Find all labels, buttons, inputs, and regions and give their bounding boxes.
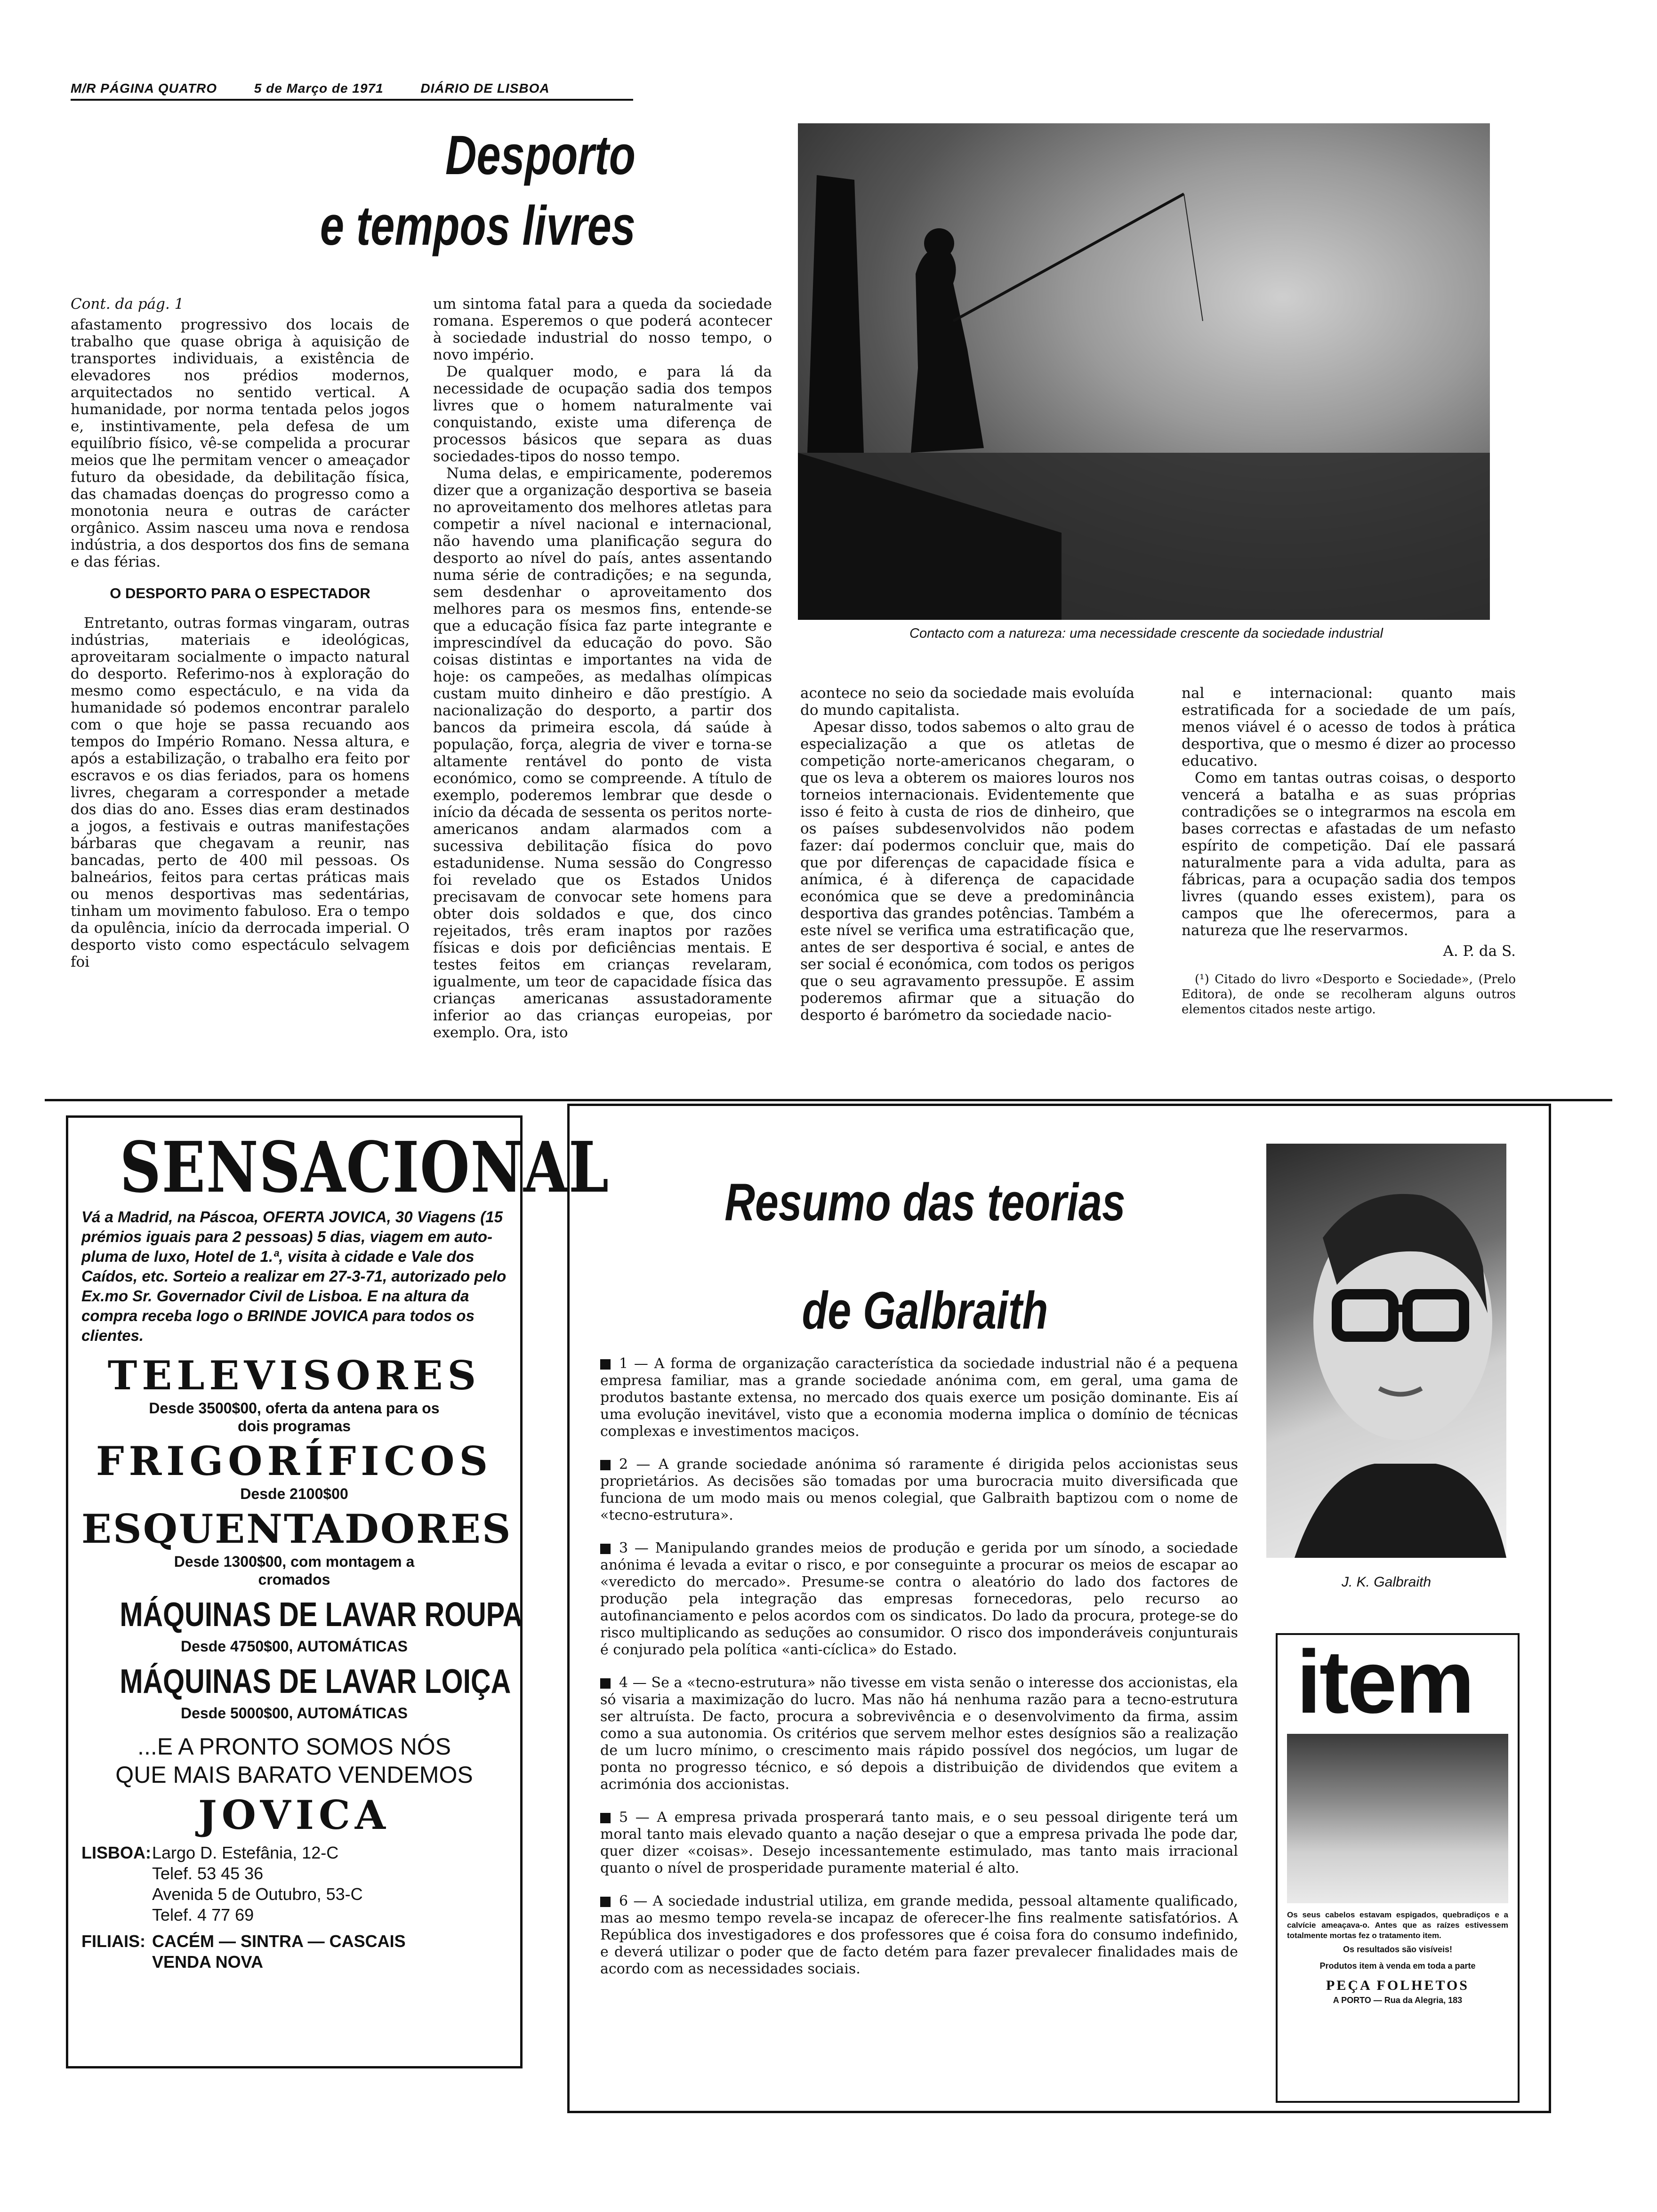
ad-intro: Vá a Madrid, na Páscoa, OFERTA JOVICA, 30 Viagens (15 prémios iguais para 2 pessoas) 5 dias, viagem em auto-pluma de luxo, Hotel de 1.ª, visita à cidade e Vale dos Caídos, etc. Sorteio a realizar em 27-3-71, autorizado pelo Ex.mo Sr. Governador Civil de Lisboa. E na altura da compra receba logo o BRINDE JOVICA para todos os clientes. xyxy=(81,1208,507,1344)
article1-footnote: (¹) Citado do livro «Desporto e Sociedade», (Prelo Editora), de onde se recolheram alguns outros elementos citados neste artigo. xyxy=(1182,972,1516,1017)
article2-point-3-text: 3 — Manipulando grandes meios de produção e gerida por um sínodo, a sociedade anónima é levada a evitar o risco, e por conseguinte a procurar os meios de escapar ao «veredicto do mercado». Presume-se contra o aleatório do lado dos factores de produção pela integração das empresas fornecedoras, pelo recurso ao autofinanciamento e pelos acordos com os sindicatos. Do lado da procura, protege-se do risco multiplicando as seduções ao consumidor. O risco dos imponderáveis conjunturais é conjurado pela política «anti-cíclica» do Estado. xyxy=(600,1540,1238,1658)
galbraith-portrait xyxy=(1266,1144,1506,1558)
page-header xyxy=(71,81,583,96)
ad-product-1: TELEVISORES xyxy=(107,1352,481,1399)
article1-column-1 xyxy=(71,296,410,970)
article1-col2-p1: um sintoma fatal para a queda da sociedade romana. Esperemos o que poderá acontecer à sociedade industrial do nosso tempo, o novo império. xyxy=(433,296,772,363)
fishing-photo xyxy=(798,123,1490,620)
header-section: M/R PÁGINA QUATRO xyxy=(71,81,217,96)
ad-slogan-1: ...E A PRONTO SOMOS NÓS xyxy=(137,1733,451,1760)
item-ad-address: A PORTO — Rua da Alegria, 183 xyxy=(1333,1996,1463,2005)
article2-point-2-text: 2 — A grande sociedade anónima só raramente é dirigida pelos accionistas seus proprietários. As decisões são tomadas por uma burocracia muito diversificada que funciona de um modo mais ou menos colegial, que Galbraith baptizou com o nome de «tecno-estrutura». xyxy=(600,1456,1238,1523)
article1-col4-p1: nal e internacional: quanto mais estratificada for a sociedade de um país, menos viável é o acesso de todos à prática desportiva, que o mesmo é dizer ao processo educativo. xyxy=(1182,685,1516,769)
article1-col3-p1: acontece no seio da sociedade mais evoluída do mundo capitalista. xyxy=(800,685,1134,719)
article1-col1-p2: Entretanto, outras formas vingaram, outras indústrias, materiais e ideológicas, aproveitaram socialmente o impacto natural do desporto. Referimo-nos à exploração do mesmo como espectáculo, e na vida da humanidade só podemos encontrar paralelo com o que hoje se passa recuando aos tempos do Império Romano. Nessa altura, e após a estabilização, o trabalho era feito por escravos e os dias feriados, para os homens livres, chegaram a corresponder a metade dos dias do ano. Esses dias eram destinados a jogos, a festivais e outras manifestações bárbaras que chegavam a reunir, nas bancadas, perto de 400 mil pessoas. Os balneários, feitos para certas práticas mais ou menos desportivas mas sedentárias, tinham um movimento fabuloso. Era o tempo da opulência, início da derrocada imperial. O desporto visto como espectáculo selvagem foi xyxy=(71,615,410,970)
article1-column-3 xyxy=(800,685,1134,1024)
ad-product-5-detail: Desde 5000$00, AUTOMÁTICAS xyxy=(181,1705,408,1722)
article1-subhead: O DESPORTO PARA O ESPECTADOR xyxy=(110,585,370,601)
bullet-square-icon xyxy=(600,1544,611,1554)
article2-title-line2: de Galbraith xyxy=(802,1281,1048,1340)
ad-product-4: MÁQUINAS DE LAVAR ROUPA xyxy=(120,1596,523,1634)
item-ad-text-2: Os resultados são visíveis! xyxy=(1343,1945,1453,1954)
ad-filiais-2: VENDA NOVA xyxy=(152,1952,264,1972)
article1-signature: A. P. da S. xyxy=(1443,943,1516,960)
ad-lisboa-label: LISBOA: xyxy=(81,1843,151,1862)
article2-point-2 xyxy=(600,1456,1238,1524)
ad-headline: SENSACIONAL xyxy=(120,1126,610,1208)
ad-product-5: MÁQUINAS DE LAVAR LOIÇA xyxy=(120,1663,511,1700)
ad-filiais: CACÉM — SINTRA — CASCAIS xyxy=(152,1931,406,1951)
ad-product-4-detail: Desde 4750$00, AUTOMÁTICAS xyxy=(181,1638,408,1655)
article2-point-3 xyxy=(600,1540,1238,1659)
article2-point-5-text: 5 — A empresa privada prosperará tanto mais, e o seu pessoal dirigente terá um moral tanto mais elevado quanto a nação desejar o que a empresa privada lhe pode dar, quer dizer «coisas». Desejo incessantemente estimulado, mas tanto mais irracional quanto o nível de prosperidade puramente material é alto. xyxy=(600,1809,1238,1876)
item-ad-text-1: Os seus cabelos estavam espigados, quebradiços e a calvície ameaçava-o. Antes que as raízes estivessem totalmente mortas fez o tratamento item. xyxy=(1287,1910,1508,1940)
ad-address-1: Largo D. Estefânia, 12-C xyxy=(152,1843,339,1862)
article2-title xyxy=(708,1148,1142,1365)
article2-point-6 xyxy=(600,1893,1238,1978)
ad-product-2: FRIGORÍFICOS xyxy=(96,1438,493,1484)
ad-address-2: Avenida 5 de Outubro, 53-C xyxy=(152,1884,363,1904)
ad-product-2-detail: Desde 2100$00 xyxy=(240,1485,348,1502)
ad-filiais-label: FILIAIS: xyxy=(81,1931,145,1951)
bullet-square-icon xyxy=(600,1813,611,1823)
article2-point-4 xyxy=(600,1675,1238,1793)
article1-col1-p1: afastamento progressivo dos locais de trabalho que quase obriga à aquisição de transportes individuais, a existência de elevadores nos prédios modernos, arquitectados no sentido vertical. A humanidade, por norma tentada pelos jogos e, instintivamente, pela defesa de um equilíbrio físico, vê-se compelida a procurar meios que lhe permitam vencer o ameaçador futuro da obesidade, da debilitação física, das chamadas doenças do progresso como a monotonia neura e outras de carácter orgânico. Assim nasceu uma nova e rendosa indústria, a dos desportos dos fins de semana e das férias. xyxy=(71,316,410,570)
article2-points xyxy=(600,1355,1238,1994)
article1-col3-p2: Apesar disso, todos sabemos o alto grau de especialização a que os atletas de competição norte-americanos chegaram, o que os leva a obterem os maiores louros nos torneios internacionais. Evidentemente que isso é feito à custa de rios de dinheiro, que os países subdesenvolvidos não podem fazer: daí podermos concluir que, mais do que por diferenças de capacidade física e anímica, é à diferença de capacidade económica que se deve a predominância desportiva das grandes potências. Também a este nível se verifica uma estratificação que, antes de ser desportiva é social, e antes de ser social é económica, com todos os perigos que o seu agravamento pressupõe. E assim poderemos afirmar que a situação do desporto é barómetro da sociedade nacio- xyxy=(800,719,1134,1024)
article1-title-line1: Desporto xyxy=(445,124,635,186)
item-ad-text-3: Produtos item à venda em toda a parte xyxy=(1319,1961,1476,1971)
galbraith-portrait-image xyxy=(1266,1144,1506,1558)
header-paper: DIÁRIO DE LISBOA xyxy=(420,81,550,96)
article1-col2-p2: De qualquer modo, e para lá da necessidade de ocupação sadia dos tempos livres que o homem naturalmente vai conquistando, existe uma diferença de processos básicos que separa as duas sociedades-tipos do nosso tempo. xyxy=(433,363,772,465)
ad-slogan-2: QUE MAIS BARATO VENDEMOS xyxy=(115,1762,473,1788)
article1-cont: Cont. da pág. 1 xyxy=(71,296,184,313)
article1-column-4 xyxy=(1182,685,1516,1017)
article2-point-5 xyxy=(600,1809,1238,1877)
article1-title-line2: e tempos livres xyxy=(320,195,635,257)
bullet-square-icon xyxy=(600,1897,611,1907)
item-ad-cta: PEÇA FOLHETOS xyxy=(1326,1978,1469,1993)
header-date: 5 de Março de 1971 xyxy=(254,81,384,96)
article1-col2-p3: Numa delas, e empiricamente, poderemos dizer que a organização desportiva se baseia no aproveitamento dos melhores atletas para competir a nível nacional e internacional, não havendo uma planificação segura do desporto ao nível do país, antes assentando numa série de contradições; e na segunda, sem desdenhar o aproveitamento dos melhores para os mesmos fins, entende-se que a educação física faz parte integrante e imprescindível da educação do povo. São coisas distintas e importantes na vida de hoje: os campeões, as medalhas olímpicas custam muito dinheiro e dão prestígio. A nacionalização do desporto, a partir dos bancos da primeira escola, dá saúde à população, força, alegria de viver e torna-se altamente rentável do ponto de vista económico, como se compreende. A título de exemplo, poderemos lembrar que desde o início da década de sessenta os peritos norte-americanos andam alarmados com a sucessiva debilitação física do povo estadunidense. Numa sessão do Congresso foi revelado que os Estados Unidos precisavam de convocar sete homens para obter dois soldados e que, dos cinco rejeitados, três eram inaptos por razões físicas e dois por deficiências mentais. E testes feitos em crianças revelaram, igualmente, um teor de capacidade física das crianças americanas assustadoramente inferior ao das crianças europeias, por exemplo. Ora, isto xyxy=(433,465,772,1041)
ad-telephone-2: Telef. 4 77 69 xyxy=(152,1905,254,1924)
jovica-ad xyxy=(66,1115,610,2068)
bullet-square-icon xyxy=(600,1678,611,1689)
section-rule xyxy=(45,1099,1612,1101)
article2-point-1 xyxy=(600,1355,1238,1440)
item-ad xyxy=(1276,1633,1520,2103)
fishing-silhouette-image xyxy=(798,123,1490,620)
ad-brand: JOVICA xyxy=(198,1792,390,1838)
bullet-square-icon xyxy=(600,1359,611,1370)
ad-product-3: ESQUENTADORES xyxy=(81,1506,512,1552)
ad-product-3-detail: Desde 1300$00, com montagem a cromados xyxy=(174,1553,415,1588)
item-ad-photo xyxy=(1287,1734,1508,1903)
ad-telephone-1: Telef. 53 45 36 xyxy=(152,1864,264,1883)
portrait-caption: J. K. Galbraith xyxy=(1341,1574,1432,1590)
article1-column-2 xyxy=(433,296,772,1041)
bullet-square-icon xyxy=(600,1460,611,1470)
article2-point-1-text: 1 — A forma de organização característica da sociedade industrial não é a pequena empresa familiar, mas a grande sociedade anónima com, em geral, uma gama de produtos bastante extensa, no mercado dos quais exerce um posição dominante. Eis aí uma evolução inevitável, visto que a economia moderna implica o domínio de técnicas complexas e investimentos maciços. xyxy=(600,1355,1238,1440)
item-brand: item xyxy=(1296,1632,1473,1732)
photo-caption: Contacto com a natureza: uma necessidade crescente da sociedade industrial xyxy=(909,626,1383,641)
article1-col4-p2: Como em tantas outras coisas, o desporto vencerá a batalha e as suas próprias contradições se o integrarmos na escola em bases correctas e afastadas de um nefasto espírito de competição. Daí ele passará naturalmente para a vida adulta, para as fábricas, para a ocupação sadia dos tempos livres (quando esses existem), para os campos que lhe oferecermos, para a natureza que lhe reservarmos. xyxy=(1182,769,1516,939)
article2-title-line1: Resumo das teorias xyxy=(724,1173,1126,1232)
article1-title xyxy=(287,120,635,261)
article2-point-4-text: 4 — Se a «tecno-estrutura» não tivesse em vista senão o interesse dos accionistas, ela só visaria a maximização do lucro. Mas não há nenhuma razão para a tecno-estrutura ser altruísta. De facto, procura a sobrevivência e o desenvolvimento da firma, assim como a sua autonomia. Os critérios que servem melhor estes desígnios são a realização de um lucro mínimo, o crescimento mais rápido possível dos negócios, um lugar de ponta no progresso técnico, e só depois a distribuição de dividendos que evitem a acrimónia dos accionistas. xyxy=(600,1675,1238,1793)
ad-product-1-detail: Desde 3500$00, oferta da antena para os dois programas xyxy=(149,1400,440,1435)
article2-point-6-text: 6 — A sociedade industrial utiliza, em grande medida, pessoal altamente qualificado, mas ao mesmo tempo revela-se incapaz de oferecer-lhe fins realmente satisfatórios. A República dos investigadores e dos professores que é coisa fora do consumo indefinido, e deverá utilizar o poder que de facto detém para fazer prevalecer finalidades mais de acordo com as necessidades sociais. xyxy=(600,1893,1238,1977)
header-rule xyxy=(71,99,633,101)
